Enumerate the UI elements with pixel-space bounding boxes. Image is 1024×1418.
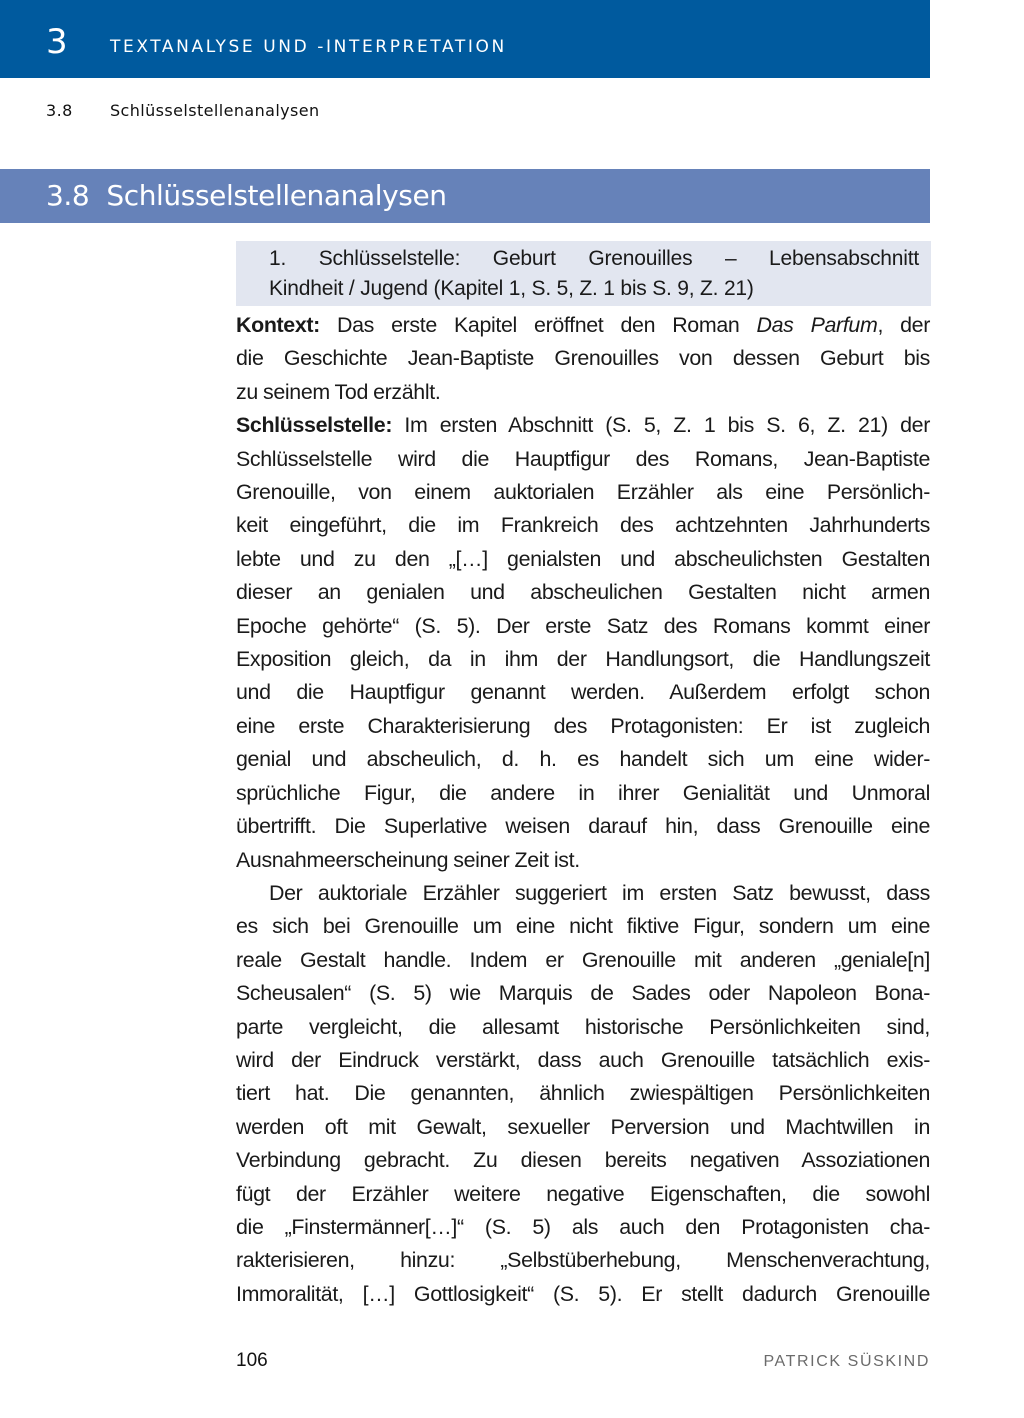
text-line: Schlüsselstelle wird die Hauptfigur des Romans, Jean-Baptiste <box>236 446 930 471</box>
key-passage-line: 1. Schlüsselstelle: Geburt Grenouilles – Lebensabschnitt <box>269 247 919 270</box>
text-span: Das erste Kapitel eröffnet den Roman <box>319 313 757 337</box>
text-line: keit eingeführt, die im Frankreich des achtzehnten Jahrhunderts <box>236 513 930 538</box>
text-line: fügt der Erzähler weitere negative Eigenschaften, die sowohl <box>236 1181 930 1206</box>
text-line: genial und abscheulich, d. h. es handelt sich um eine wider- <box>236 747 930 772</box>
text-line: Epoche gehörte“ (S. 5). Der erste Satz des Romans kommt einer <box>236 613 930 638</box>
text-line: parte vergleicht, die allesamt historische Persönlichkeiten sind, <box>236 1014 930 1039</box>
text-line: die „Finstermänner[…]“ (S. 5) als auch den Protagonisten cha- <box>236 1214 930 1239</box>
chapter-header-bar <box>0 0 930 78</box>
text-line: wird der Eindruck verstärkt, dass auch Grenouille tatsächlich exis- <box>236 1047 930 1072</box>
text-line: die Geschichte Jean-Baptiste Grenouilles von dessen Geburt bis <box>236 346 930 371</box>
text-line: zu seinem Tod erzählt. <box>236 379 441 404</box>
text-line: sprüchliche Figur, die andere in ihrer Genialität und Unmoral <box>236 780 930 805</box>
key-passage-box <box>236 241 931 306</box>
text-line <box>236 409 930 442</box>
footer-author: PATRICK SÜSKIND <box>763 1353 930 1370</box>
body-text <box>236 309 930 1311</box>
text-line: es sich bei Grenouille um eine nicht fiktive Figur, sondern um eine <box>236 914 930 939</box>
key-passage-title <box>269 244 919 304</box>
key-passage-paragraph <box>236 409 930 877</box>
chapter-number: 3 <box>46 22 68 62</box>
text-line: tiert hat. Die genannten, ähnlich zwiespältigen Persönlichkeiten <box>236 1081 930 1106</box>
section-heading-bar <box>0 169 930 223</box>
text-span: , der <box>877 313 930 337</box>
text-line: Immoralität, […] Gottlosigkeit“ (S. 5). Er stellt dadurch Grenouille <box>236 1281 930 1306</box>
key-passage-line: Kindheit / Jugend (Kapitel 1, S. 5, Z. 1 bis S. 9, Z. 21) <box>269 277 754 300</box>
running-head-title: Schlüsselstellenanalysen <box>110 101 320 120</box>
running-head <box>46 100 320 122</box>
text-line: Ausnahmeerscheinung seiner Zeit ist. <box>236 847 580 872</box>
text-line <box>236 309 930 342</box>
text-line: Grenouille, von einem auktorialen Erzähler als eine Persönlich- <box>236 480 930 505</box>
text-line: dieser an genialen und abscheulichen Gestalten nicht armen <box>236 580 930 605</box>
text-line: rakterisieren, hinzu: „Selbstüberhebung, Menschenverachtung, <box>236 1248 930 1273</box>
key-passage-label: Schlüsselstelle: <box>236 413 393 438</box>
text-span: Im ersten Abschnitt (S. 5, Z. 1 bis S. 6, Z. 21) der <box>392 413 930 438</box>
text-line: Exposition gleich, da in ihm der Handlungsort, die Handlungszeit <box>236 647 930 672</box>
text-line: lebte und zu den „[…] genialsten und abscheulichsten Gestalten <box>236 546 930 571</box>
context-paragraph <box>236 309 930 409</box>
running-head-number: 3.8 <box>46 101 73 120</box>
section-title: 3.8 Schlüsselstellenanalysen <box>46 179 447 212</box>
text-line: und die Hauptfigur genannt werden. Außerdem erfolgt schon <box>236 680 930 705</box>
text-line: reale Gestalt handle. Indem er Grenouille mit anderen „geniale[n] <box>236 947 930 972</box>
text-line: eine erste Charakterisierung des Protagonisten: Er ist zugleich <box>236 713 930 738</box>
text-line: werden oft mit Gewalt, sexueller Perversion und Machtwillen in <box>236 1114 930 1139</box>
chapter-title: TEXTANALYSE UND -INTERPRETATION <box>110 37 507 57</box>
context-label: Kontext: <box>236 313 320 337</box>
text-line: übertrifft. Die Superlative weisen darauf hin, dass Grenouille eine <box>236 814 930 839</box>
book-title: Das Parfum <box>756 313 878 337</box>
text-line: Verbindung gebracht. Zu diesen bereits negativen Assoziationen <box>236 1148 930 1173</box>
analysis-paragraph <box>236 877 930 1311</box>
text-line: Scheusalen“ (S. 5) wie Marquis de Sades oder Napoleon Bona- <box>236 981 930 1006</box>
text-line: Der auktoriale Erzähler suggeriert im ersten Satz bewusst, dass <box>269 880 930 905</box>
page-number: 106 <box>236 1350 268 1371</box>
